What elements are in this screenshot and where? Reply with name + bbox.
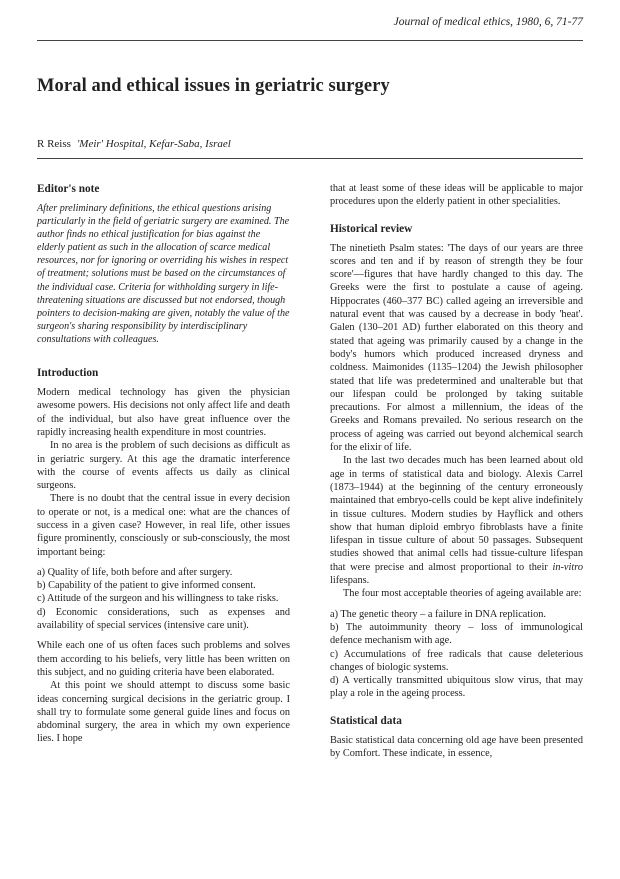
intro-list-item: a) Quality of life, both before and after surgery. — [37, 566, 233, 578]
intro-list-item: b) Capability of the patient to give informed consent. — [37, 580, 256, 592]
right-column — [330, 182, 583, 760]
statistical-data-heading: Statistical data — [330, 714, 402, 727]
editors-note-heading: Editor's note — [37, 183, 100, 195]
intro-paragraph-1: Modern medical technology has given the physician awesome powers. His decisions not only affect life and death of the individual, but also have great influence over the rapidly increasing health expenditure in most countries. — [37, 387, 290, 438]
intro-paragraph-3: There is no doubt that the central issue in every decision to operate or not, is a medical one: what are the chances of success in a given case? However, in real life, other issues figure prominently, consciously or sub-consciously, the most important being: — [37, 493, 290, 558]
statistics-paragraph-1: Basic statistical data concerning old age have been presented by Comfort. These indicate, in essence, — [330, 734, 583, 759]
left-column — [37, 182, 290, 746]
article-title: Moral and ethical issues in geriatric surgery — [37, 76, 390, 96]
header-rule — [37, 40, 583, 41]
intro-paragraph-2: In no area is the problem of such decisions as difficult as in geriatric surgery. At this age the dramatic interference with the course of events affects us daily as clinical surgeons. — [37, 440, 290, 492]
intro-list-item: d) Economic considerations, such as expenses and availability of special services (intensive care unit). — [37, 606, 290, 632]
theory-list-item: b) The autoimmunity theory – loss of immunological defence mechanism with age. — [330, 621, 583, 647]
intro-paragraph-6: that at least some of these ideas will be applicable to major procedures upon the elderly patient in other specialities. — [330, 183, 583, 208]
introduction-heading: Introduction — [37, 367, 99, 380]
history-paragraph-3: The four most acceptable theories of ageing available are: — [343, 588, 582, 600]
editors-note-text: After preliminary definitions, the ethical questions arising particularly in the field of geriatric surgery are examined. The author finds no ethical justification for bias against the elderly patient as such in the allocation of scarce medical resources, nor for ignoring or overriding his wishes in respect of treatment; solutions must be based on the circumstances of the individual case. Criteria for withholding surgery in life-threatening situations are discussed but not endorsed, though pointers to decision-making are given, notably the value of the surgeon's sharing responsibility by interdisciplinary consultations with colleagues. — [37, 203, 290, 345]
history-paragraph-2: In the last two decades much has been learned about old age in terms of statistical data and biology. Alexis Carrel (1873–1944) at the beginning of the century erroneously maintained that embryo-cells could be kept alive indefinitely in tissue cultures. Modern studies by Hayflick and others show that human diploid embryo fibroblasts have a finite lifespan in tissue culture of about 50 passages. Subsequent studies showed that animal cells had tissue-culture lifespan that were precise and almost proportional to their in-vitro lifespans. — [330, 455, 583, 587]
byline-rule — [37, 158, 583, 159]
history-paragraph-1: The ninetieth Psalm states: 'The days of our years are three scores and ten and if by reason of strength they be four score'—figures that have hardly changed to this day. The Greeks were the first to postulate a cause of ageing. Hippocrates (460–377 BC) called ageing an irreversible and natural event that was caused by a decrease in body 'heat'. Galen (130–201 AD) further elaborated on this theory and stated that ageing was primarily caused by a change in the body's humors which produced increased dryness and coldness. Maimonides (1135–1204) the Jewish philosopher stated that life was predetermined and unalterable but that our lifespan could be prolonged by taking suitable precautions. For almost a millennium, the ideas of the Greeks and Romans prevailed. No serious research on the process of ageing was carried out beyond alchemical search for the elixir of life. — [330, 242, 583, 454]
historical-review-heading: Historical review — [330, 222, 413, 235]
running-head: Journal of medical ethics, 1980, 6, 71-77 — [393, 16, 583, 28]
author-name: R Reiss — [37, 138, 71, 150]
intro-paragraph-5: At this point we should attempt to discuss some basic ideas concerning surgical decisions in the geriatric group. I shall try to formulate some general guide lines and focus on abdominal surgery, the area in which my own experience lies. I hope — [37, 680, 290, 745]
intro-paragraph-4: While each one of us often faces such problems and solves them according to his beliefs, very little has been written on this subject, and no guiding criteria have been elaborated. — [37, 640, 290, 678]
theory-list-item: a) The genetic theory – a failure in DNA replication. — [330, 608, 546, 620]
intro-list-item: c) Attitude of the surgeon and his willingness to take risks. — [37, 593, 279, 605]
theory-list-item: d) A vertically transmitted ubiquitous slow virus, that may play a role in the ageing process. — [330, 675, 583, 700]
theory-list-item: c) Accumulations of free radicals that cause deleterious changes of biologic systems. — [330, 648, 583, 673]
byline — [37, 138, 231, 150]
author-affiliation: 'Meir' Hospital, Kefar-Saba, Israel — [76, 138, 231, 150]
